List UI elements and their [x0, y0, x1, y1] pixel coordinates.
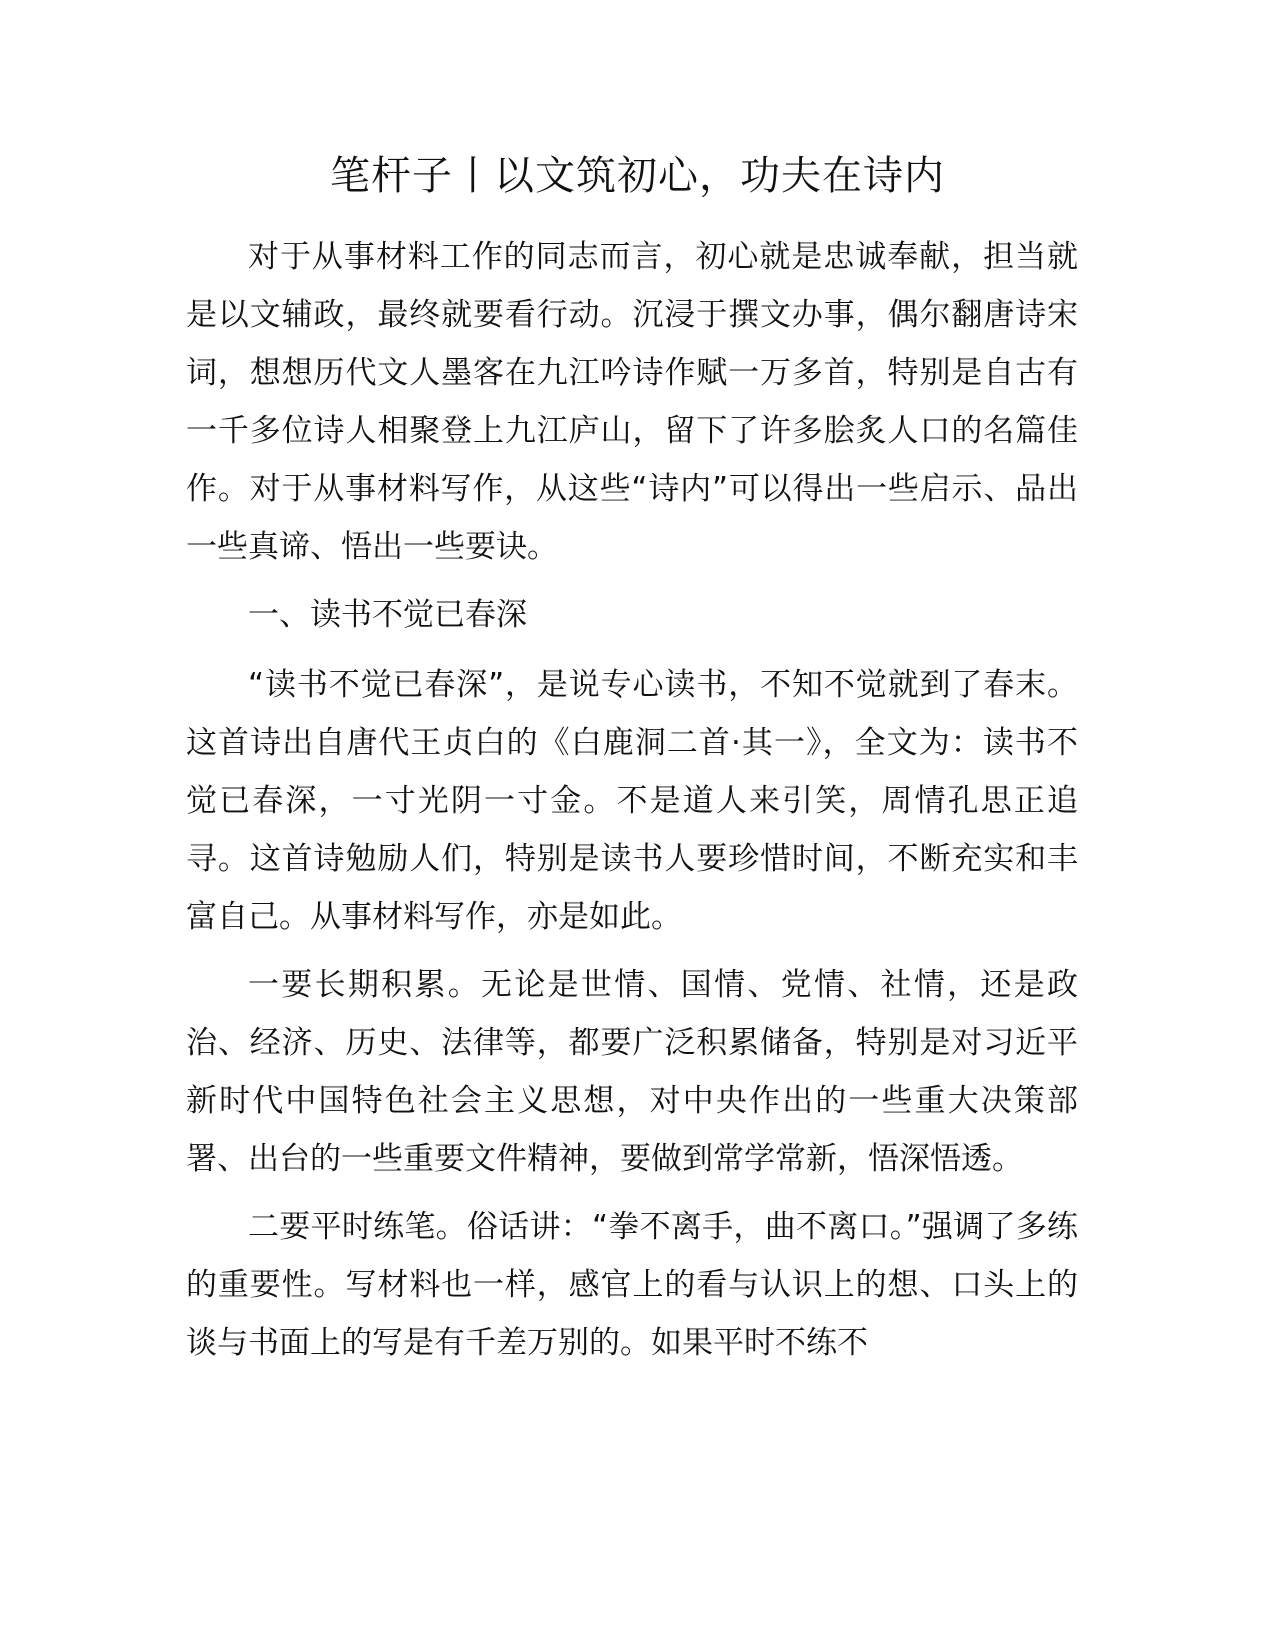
paragraph-point-1: 一要长期积累。无论是世情、国情、党情、社情，还是政治、经济、历史、法律等，都要广泛积累储备，特别是对习近平新时代中国特色社会主义思想，对中央作出的一些重大决策部署、出台的一些重要文件精神，要做到常学常新，悟深悟透。	[186, 967, 1078, 1177]
paragraph-point-2: 二要平时练笔。俗话讲：“拳不离手，曲不离口。”强调了多练的重要性。写材料也一样，感官上的看与认识上的想、口头上的谈与书面上的写是有千差万别的。如果平时不练不	[186, 1209, 1078, 1361]
paragraph-section-1: “读书不觉已春深”，是说专心读书，不知不觉就到了春末。这首诗出自唐代王贞白的《白鹿洞二首·其一》，全文为：读书不觉已春深，一寸光阴一寸金。不是道人来引笑，周情孔思正追寻。这首诗勉励人们，特别是读书人要珍惜时间，不断充实和丰富自己。从事材料写作，亦是如此。	[186, 667, 1078, 935]
document-body	[186, 228, 1078, 1382]
paragraph-intro: 对于从事材料工作的同志而言，初心就是忠诚奉献，担当就是以文辅政，最终就要看行动。沉浸于撰文办事，偶尔翻唐诗宋词，想想历代文人墨客在九江吟诗作赋一万多首，特别是自古有一千多位诗人相聚登上九江庐山，留下了许多脍炙人口的名篇佳作。对于从事材料写作，从这些“诗内”可以得出一些启示、品出一些真谛、悟出一些要诀。	[186, 239, 1078, 565]
section-heading-1: 一、读书不觉已春深	[248, 597, 527, 633]
document-title: 笔杆子丨以文筑初心，功夫在诗内	[330, 153, 945, 199]
